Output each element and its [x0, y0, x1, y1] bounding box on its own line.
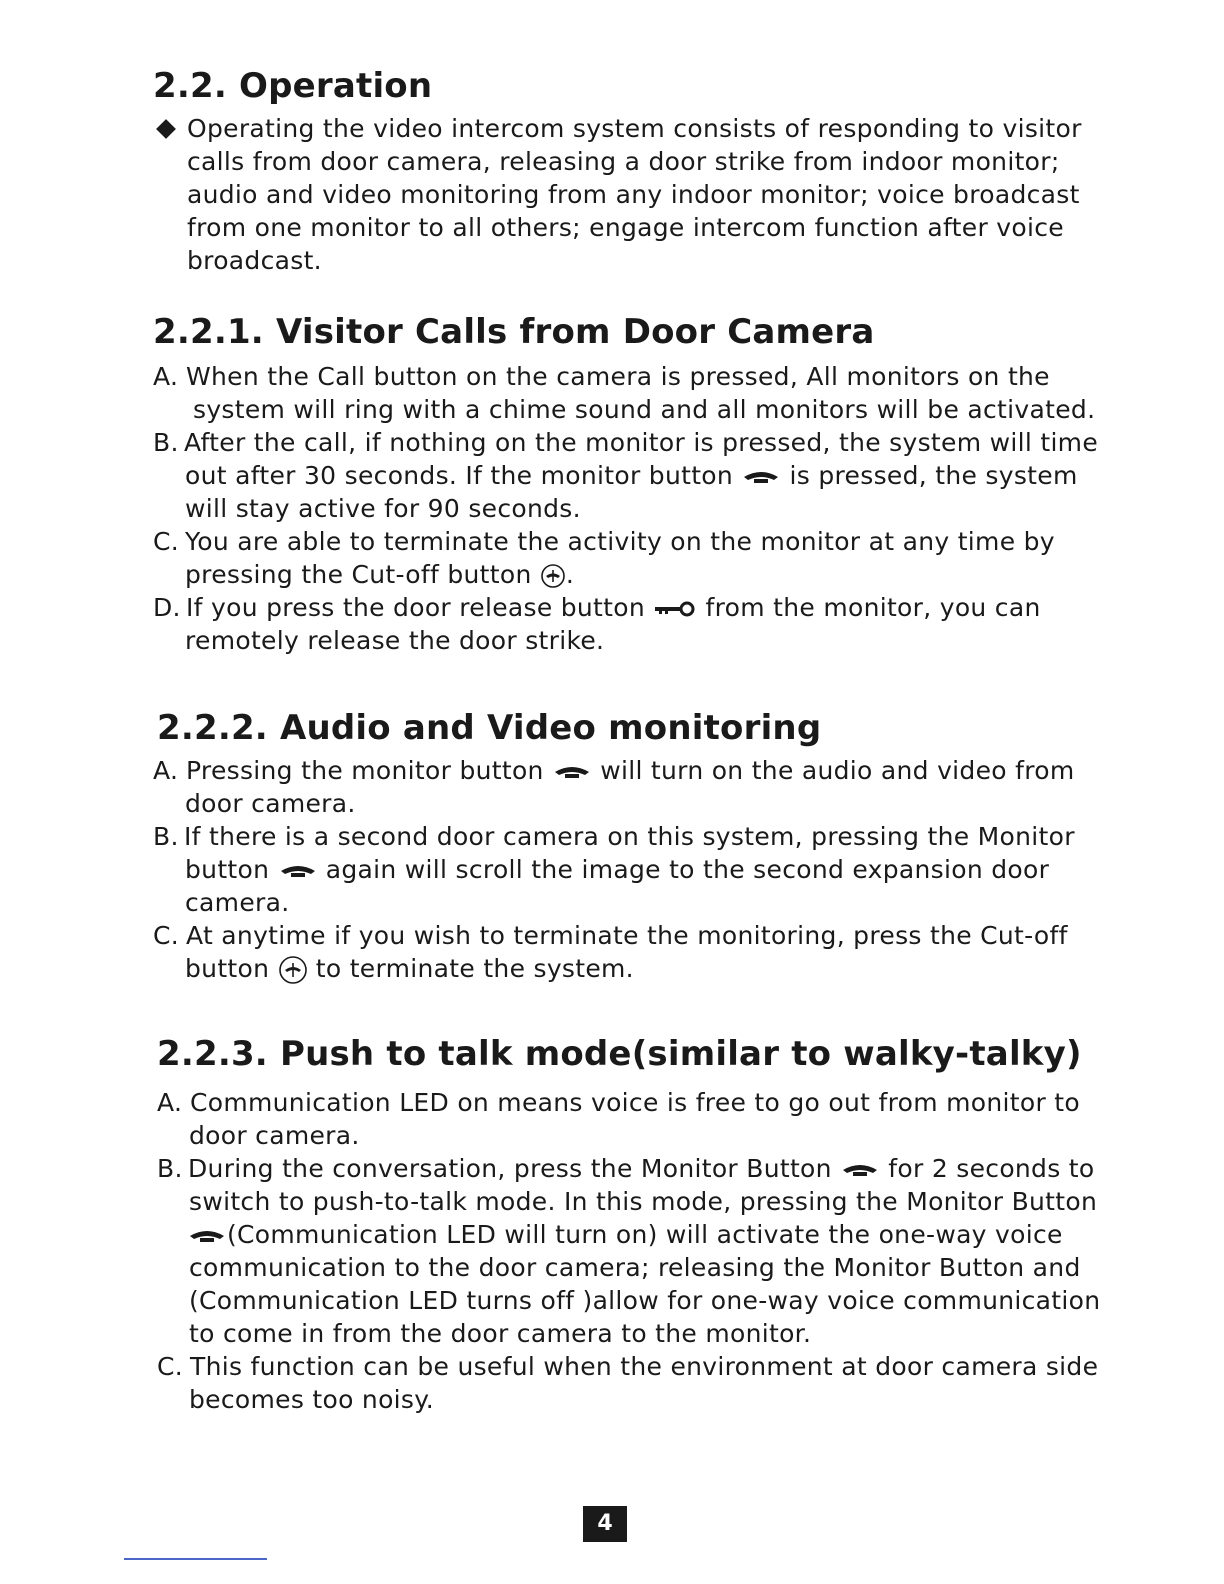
- item-text: out after 30 seconds. If the monitor button: [185, 461, 734, 490]
- item-text: After the call, if nothing on the monitor is pressed, the system will time: [184, 428, 1099, 457]
- monitor-handset-icon: [552, 763, 592, 781]
- list-marker: A.: [157, 1088, 183, 1117]
- item-text: will stay active for 90 seconds.: [185, 494, 581, 523]
- list-marker: A.: [153, 362, 179, 391]
- list-item: [153, 525, 1055, 591]
- item-text: from the monitor, you can: [705, 593, 1041, 622]
- list-item: [153, 426, 1098, 525]
- item-text: Communication LED on means voice is free to go out from monitor to: [190, 1088, 1080, 1117]
- item-text: remotely release the door strike.: [185, 626, 605, 655]
- monitor-handset-icon: [187, 1227, 227, 1245]
- list-marker: C.: [153, 921, 180, 950]
- item-text: camera.: [185, 888, 290, 917]
- list-marker: C.: [153, 527, 180, 556]
- item-text: During the conversation, press the Monitor Button: [188, 1154, 832, 1183]
- cut-off-button-icon: [278, 955, 308, 985]
- intro-line: audio and video monitoring from any indoor monitor; voice broadcast: [187, 180, 1080, 209]
- item-text: (Communication LED will turn on) will activate the one-way voice: [227, 1220, 1063, 1249]
- cut-off-button-icon: [540, 563, 566, 589]
- operation-intro: [187, 112, 1082, 277]
- item-text: (Communication LED turns off )allow for one-way voice communication: [189, 1286, 1101, 1315]
- door-release-key-icon: [653, 601, 697, 617]
- item-text: door camera.: [189, 1121, 360, 1150]
- item-text: becomes too noisy.: [189, 1385, 435, 1414]
- item-text: switch to push-to-talk mode. In this mode, pressing the Monitor Button: [189, 1187, 1098, 1216]
- page-number: 4: [583, 1506, 627, 1542]
- item-text: If you press the door release button: [186, 593, 646, 622]
- list-item: [153, 591, 1041, 657]
- monitor-handset-icon: [840, 1161, 880, 1179]
- intro-line: from one monitor to all others; engage intercom function after voice: [187, 213, 1064, 242]
- item-text: You are able to terminate the activity on the monitor at any time by: [185, 527, 1055, 556]
- list-marker: A.: [153, 756, 179, 785]
- list-marker: B.: [153, 822, 179, 851]
- footer-divider: [124, 1558, 267, 1560]
- list-marker: B.: [157, 1154, 183, 1183]
- item-text: system will ring with a chime sound and all monitors will be activated.: [193, 395, 1096, 424]
- intro-line: Operating the video intercom system consists of responding to visitor: [187, 114, 1082, 143]
- item-text: This function can be useful when the environment at door camera side: [190, 1352, 1099, 1381]
- list-item: [157, 1152, 1100, 1350]
- list-marker: C.: [157, 1352, 184, 1381]
- bullet-diamond-icon: [156, 119, 176, 139]
- list-marker: B.: [153, 428, 179, 457]
- item-text: If there is a second door camera on this system, pressing the Monitor: [184, 822, 1075, 851]
- item-text: to terminate the system.: [315, 954, 634, 983]
- item-text: Pressing the monitor button: [186, 756, 544, 785]
- list-item: [153, 754, 1075, 820]
- item-text: again will scroll the image to the second expansion door: [325, 855, 1050, 884]
- item-text: button: [185, 855, 270, 884]
- item-text: button: [185, 954, 270, 983]
- monitor-handset-icon: [278, 862, 318, 880]
- item-text: .: [565, 560, 575, 589]
- monitor-handset-icon: [741, 468, 781, 486]
- item-text: to come in from the door camera to the monitor.: [189, 1319, 812, 1348]
- list-item: [157, 1086, 1080, 1152]
- item-text: When the Call button on the camera is pressed, All monitors on the: [186, 362, 1050, 391]
- list-item: [153, 360, 1095, 426]
- item-text: communication to the door camera; releasing the Monitor Button and: [189, 1253, 1081, 1282]
- intro-line: broadcast.: [187, 246, 322, 275]
- item-text: is pressed, the system: [789, 461, 1078, 490]
- section-title-audio-video: 2.2.2. Audio and Video monitoring: [157, 708, 822, 748]
- list-marker: D.: [153, 593, 181, 622]
- section-title-operation: 2.2. Operation: [153, 66, 433, 106]
- item-text: will turn on the audio and video from: [600, 756, 1075, 785]
- list-item: [153, 820, 1075, 919]
- item-text: pressing the Cut-off button: [185, 560, 532, 589]
- item-text: door camera.: [185, 789, 356, 818]
- item-text: for 2 seconds to: [888, 1154, 1095, 1183]
- section-title-visitor-calls: 2.2.1. Visitor Calls from Door Camera: [153, 312, 875, 352]
- list-item: [157, 1350, 1098, 1416]
- intro-line: calls from door camera, releasing a door strike from indoor monitor;: [187, 147, 1060, 176]
- section-title-push-to-talk: 2.2.3. Push to talk mode(similar to walky-talky): [157, 1034, 1082, 1074]
- list-item: [153, 919, 1068, 985]
- item-text: At anytime if you wish to terminate the monitoring, press the Cut-off: [186, 921, 1068, 950]
